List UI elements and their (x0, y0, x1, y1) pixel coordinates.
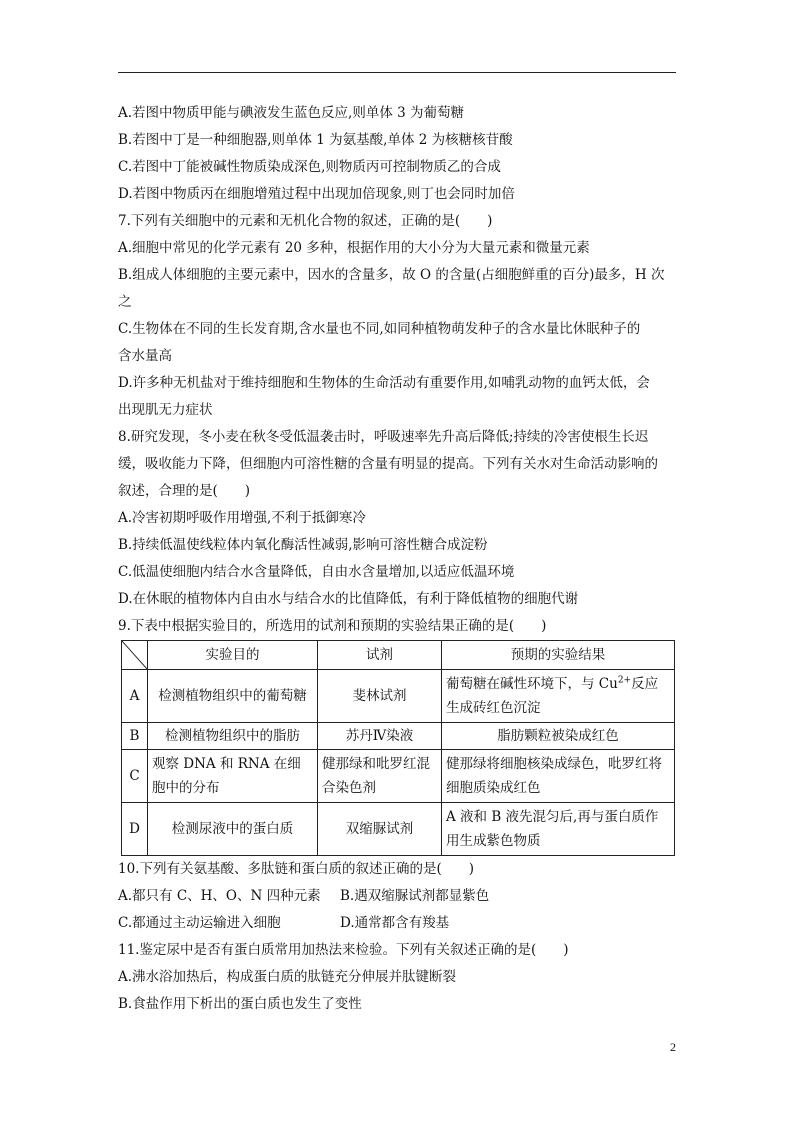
row-result: 脂肪颗粒被染成红色 (442, 723, 675, 750)
q10-option-c: C.都通过主动运输进入细胞 (118, 915, 281, 931)
q8-option-d: D.在休眠的植物体内自由水与结合水的比值降低，有利于降低植物的细胞代谢 (118, 591, 579, 607)
q7-option-b-line1: B.组成人体细胞的主要元素中，因水的含量多，故 O 的含量(占细胞鲜重的百分)最多，H 次 (118, 267, 665, 283)
q11-option-b: B.食盐作用下析出的蛋白质也发生了变性 (118, 996, 362, 1012)
q8-stem-line1: 8.研究发现，冬小麦在秋冬受低温袭击时，呼吸速率先升高后降低;持续的冷害使根生长迟 (118, 429, 649, 445)
row-letter: D (122, 803, 148, 856)
row-result (442, 670, 675, 723)
q7-option-c-line1: C.生物体在不同的生长发育期,含水量也不同,如同种植物萌发种子的含水量比休眠种子的 (118, 321, 641, 337)
table-row (122, 803, 675, 856)
q10-options-row-2 (118, 910, 676, 937)
q7-option-b-line2: 之 (118, 294, 132, 310)
table-header-purpose: 实验目的 (148, 641, 318, 670)
page-number: 2 (670, 1040, 676, 1054)
q6-option-c: C.若图中丁能被碱性物质染成深色,则物质丙可控制物质乙的合成 (118, 159, 501, 175)
q10-option-a: A.都只有 C、H、O、N 四种元素 (118, 888, 321, 904)
q7-option-a: A.细胞中常见的化学元素有 20 多种，根据作用的大小分为大量元素和微量元素 (118, 240, 590, 256)
result-superscript: 2+ (617, 675, 632, 686)
diagonal-line (122, 641, 147, 669)
q6-option-a: A.若图中物质甲能与碘液发生蓝色反应,则单体 3 为葡萄糖 (118, 105, 465, 121)
experiment-table (121, 640, 675, 856)
q7-stem: 7.下列有关细胞中的元素和无机化合物的叙述，正确的是( ) (118, 213, 493, 229)
q10-option-d: D.通常都含有羧基 (340, 915, 450, 931)
row-purpose: 检测植物组织中的脂肪 (148, 723, 318, 750)
result-text-post: 反应生成砖红色沉淀 (446, 676, 659, 716)
q8-option-a: A.冷害初期呼吸作用增强,不利于抵御寒冷 (118, 510, 366, 526)
q6-option-d: D.若图中物质丙在细胞增殖过程中出现加倍现象,则丁也会同时加倍 (118, 186, 515, 202)
q10-options-row-1 (118, 883, 676, 910)
row-reagent: 双缩脲试剂 (318, 803, 442, 856)
q8-stem-line2: 缓，吸收能力下降，但细胞内可溶性糖的含量有明显的提高。下列有关水对生命活动影响的 (118, 456, 658, 472)
q8-option-c: C.低温使细胞内结合水含量降低，自由水含量增加,以适应低温环境 (118, 564, 515, 580)
q10-stem: 10.下列有关氨基酸、多肽链和蛋白质的叙述正确的是( ) (118, 861, 475, 877)
q7-option-d-line2: 出现肌无力症状 (118, 402, 213, 418)
row-letter: A (122, 670, 148, 723)
row-reagent: 斐林试剂 (318, 670, 442, 723)
row-reagent: 健那绿和吡罗红混合染色剂 (318, 750, 442, 803)
table-row (122, 750, 675, 803)
row-purpose: 检测尿液中的蛋白质 (148, 803, 318, 856)
q9-stem: 9.下表中根据实验目的，所选用的试剂和预期的实验结果正确的是( ) (118, 618, 547, 634)
q11-stem: 11.鉴定尿中是否有蛋白质常用加热法来检验。下列有关叙述正确的是( ) (118, 942, 569, 958)
table-row (122, 723, 675, 750)
table-row (122, 670, 675, 723)
q8-option-b: B.持续低温使线粒体内氧化酶活性减弱,影响可溶性糖合成淀粉 (118, 537, 488, 553)
table-header-reagent: 试剂 (318, 641, 442, 670)
q6-option-b: B.若图中丁是一种细胞器,则单体 1 为氨基酸,单体 2 为核糖核苷酸 (118, 132, 513, 148)
q7-option-d-line1: D.许多种无机盐对于维持细胞和生物体的生命活动有重要作用,如哺乳动物的血钙太低，会 (118, 375, 650, 391)
row-letter: C (122, 750, 148, 803)
table-header-row (122, 641, 675, 670)
q11-option-a: A.沸水浴加热后，构成蛋白质的肽链充分伸展并肽键断裂 (118, 969, 457, 985)
row-result: A 液和 B 液先混匀后,再与蛋白质作用生成紫色物质 (442, 803, 675, 856)
table-header-result: 预期的实验结果 (442, 641, 675, 670)
row-result: 健那绿将细胞核染成绿色，吡罗红将细胞质染成红色 (442, 750, 675, 803)
header-rule (118, 72, 676, 73)
row-reagent: 苏丹Ⅳ染液 (318, 723, 442, 750)
row-purpose: 检测植物组织中的葡萄糖 (148, 670, 318, 723)
row-purpose: 观察 DNA 和 RNA 在细胞中的分布 (148, 750, 318, 803)
diagonal-corner-cell (122, 641, 148, 670)
q7-option-c-line2: 含水量高 (118, 348, 172, 364)
q8-stem-line3: 叙述，合理的是( ) (118, 483, 251, 499)
result-text-pre: 葡萄糖在碱性环境下，与 Cu (446, 676, 618, 692)
page-content (118, 100, 676, 1018)
q10-option-b: B.遇双缩脲试剂都显紫色 (340, 888, 490, 904)
row-letter: B (122, 723, 148, 750)
